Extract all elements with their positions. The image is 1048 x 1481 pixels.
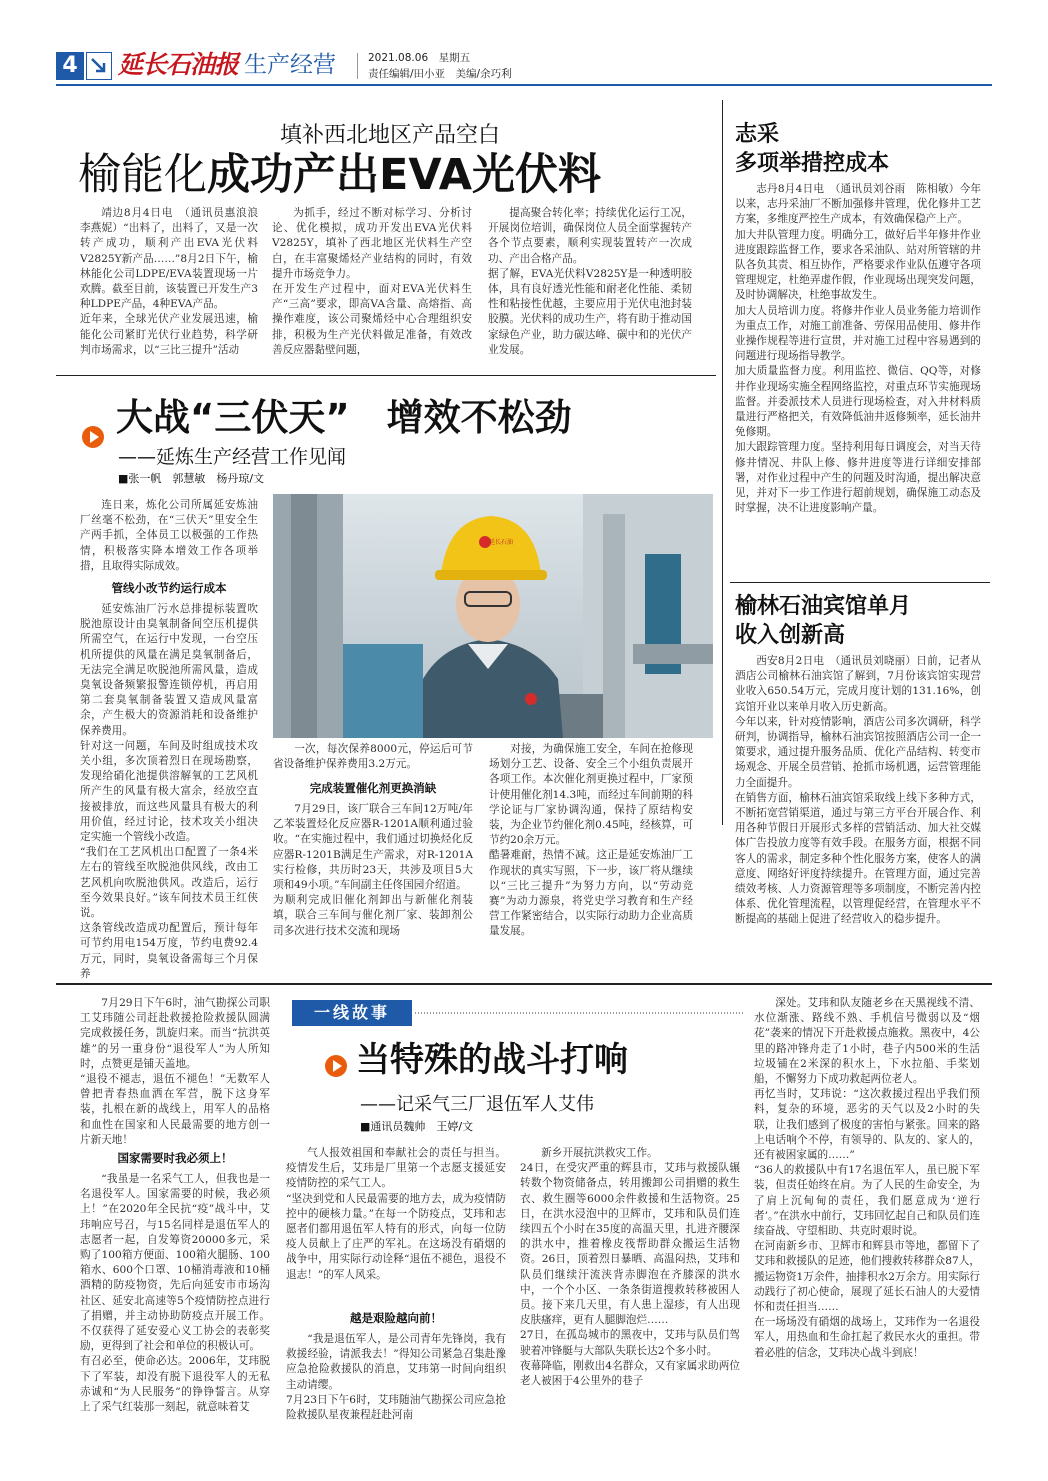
a1-col3: 提高聚合转化率；持续优化运行工况，开展岗位培训，确保岗位人员全面掌握转产各个节点要素，顺利实现装置转产一次成功、产出合格产品。 据了解，EVA光伏料V2825Y是一种透明胶体，具有良好透光性能和耐老化性能、柔韧性和粘接性优越，主要应用于光伏电池封装胶膜。光伏料的成功生产，将有助于推动国家绿色产业，助力碳达峰、碳中和的光伏产业发展。	[488, 207, 692, 356]
a2-byline: ■张一帆 郭慧敏 杨丹琼/文	[118, 472, 265, 485]
a5-headline: 当特殊的战斗打响	[356, 1040, 628, 1080]
a5-col1: 7月29日下午6时，油气勘探公司职工艾玮随公司赶赴救援抢险救援队圆满完成救援任务，凯旋归来。而当“抗洪英雄”的另一重身份“退役军人”为人所知时，点赞更是铺天盖地。 “退役不褪志，退伍不褪色！”无数军人曾把青春热血洒在军营，脱下这身军装，扎根在新的战线上，用军人的品格和血性在国家和人民最需要的地方创一片新天地！	[80, 997, 270, 1146]
a2-col3: 对接，为确保施工安全，车间在抢修现场划分工艺、设备、安全三个小组负责展开各项工作。本次催化剂更换过程中，厂家预计使用催化剂14.3吨，而经过车间前期的科学论证与厂家协调沟通，保持了原结构安装，为企业节约催化剂0.45吨，经核算，可节约20余万元。 酷暑难耐，热情不减。这正是延安炼油厂工作现状的真实写照，下一步，该厂将从继续以“三比三提升”为努力方向，以“劳动竞赛”为动力源泉，将党史学习教育和生产经营工作紧密结合，以实际行动助力企业高质量发展。	[489, 743, 693, 938]
a2-col1: 延安炼油厂污水总排提标装置吹脱池原设计由臭氧制备间空压机提供所需空气，在运行中发现，一台空压机所提供的风量在满足臭氧制备后，无法完全满足吹脱池所需风量，造成臭氧设备频繁报警连锁停机，再启用第二套臭氧制备装置又造成风量富余，产生极大的资源消耗和设备维护保养费用。 针对这一问题，车间及时组成技术攻关小组，多次顶着烈日在现场勘察，发现给硝化池提供溶解氧的工艺风机所产生的风量有极大富余，经放空直接被排放，而这些风量具有极大的利用价值，经过讨论，技术攻关小组决定实施一个管线小改造。 “我们在工艺风机出口配置了一条4米左右的管线至吹脱池供风线，改由工艺风机向吹脱池供风。改造后，运行至今效果良好。”该车间技术员王红侠说。 这条管线改造成功配置后，预计每年可节约用电154万度，节约电费92.4万元，同时，臭氧设备需每三个月保养	[80, 603, 258, 980]
arrow-icon	[86, 52, 112, 80]
masthead-logo: 延长石油报	[118, 50, 239, 79]
a2-col2: 7月29日，该厂联合三车间12万吨/年乙苯装置烃化反应器R-1201A顺利通过验收。“在实施过程中，我们通过切换烃化反应器R-1201B满足生产需求，对R-1201A实行检修，共历时23天，共涉及项目5大项和49小项。”车间副主任佟国园介绍道。 为顺利完成旧催化剂卸出与新催化剂装填，联合三车间与催化剂厂家、装卸剂公司多次进行技术交流和现场	[273, 803, 473, 937]
a5-col3: 新乡开展抗洪救灾工作。 24日，在受灾严重的辉县市，艾玮与救援队辗转数个物资储备点，转用搬卸公司捐赠的救生衣、救生圈等6000余件救援和生活物资。25日，在洪水浸泡中的卫辉市，艾玮和队员们连续四五个小时在35度的高温天里，扎进齐腰深的洪水中，推着橡皮筏帮助群众搬运生活物资。26日，顶着烈日暴晒、高温闷热，艾玮和队员们继续汗流浃背赤脚泡在齐膝深的洪水中，一个个小区、一条条街道搜救转移被困人员。接下来几天里，有人患上湿疹，有人出现皮肤瘙痒，更有人腿脚泡烂…… 27日，在孤岛城市的黑夜中，艾玮与队员们驾驶着冲锋艇与大部队失联长达2个多小时。 夜幕降临，刚救出4名群众，又有家属求助两位老人被困于4公里外的巷子	[520, 1147, 740, 1388]
a2-intro: 连日来，炼化公司所属延安炼油厂丝毫不松劲，在“三伏天”里安全生产两手抓，全体员工以极强的工作热情，积极落实降本增效工作各项举措，且取得实际成效。	[80, 499, 258, 572]
a5-subhead-1: 国家需要时我必须上！	[117, 1151, 233, 1165]
a1-col1: 靖边8月4日电 （通讯员惠浪浪 李燕妮）“出料了，出料了，又是一次转产成功，顺利产出EVA光伏料V2825Y新产品……”8月2日下午，榆林能化公司LDPE/EVA装置现场一片欢腾。截至目前，该装置已开发生产3种LDPE产品，4种EVA产品。 近年来，全球光伏产业发展迅速，榆能化公司紧盯光伏行业趋势，科学研判市场需求，以“三比三提升”活动	[80, 207, 258, 356]
worker-photo	[273, 494, 713, 738]
section-title: 生产经营	[244, 52, 336, 78]
play-icon	[82, 426, 104, 448]
a1-kicker: 填补西北地区产品空白	[279, 123, 500, 148]
a4-body: 西安8月2日电 （通讯员刘晓丽）日前，记者从酒店公司榆林石油宾馆了解到，7月份该宾馆实现营业收入650.54万元，完成月度计划的131.16%，创宾馆开业以来单月收入历史新高。 今年以来，针对疫情影响，酒店公司多次调研，科学研判，协调指导，榆林石油宾馆按照酒店公司一企一策要求，通过提升服务品质、优化产品结构、转变市场观念、开展全员营销、抢抓市场机遇，运营管理能力全面提升。 在销售方面，榆林石油宾馆采取线上线下多种方式，不断拓宽营销渠道，通过与第三方平台开展合作、利用各种节假日开展形式多样的营销活动、加大社交媒体广告投放力度等有效手段。在服务方面，根据不同客人的需求，制定多种个性化服务方案，使客人的满意度、网络好评度持续提升。在管理方面，通过完善绩效考核、人力资源管理等多项制度，不断完善内控体系、优化管理流程，以管理促经营，在管理水平不断提高的基础上促进了经营收入的稳步提升。	[735, 655, 981, 926]
a2-subhead-1: 管线小改节约运行成本	[111, 581, 227, 595]
a2-headline: 大战“三伏天” 增效不松劲	[116, 396, 572, 439]
a5-byline: ■通讯员魏帅 王婷/文	[360, 1120, 474, 1133]
a5-subhead-2: 越是艰险越向前！	[350, 1311, 442, 1325]
page-number: 4	[56, 52, 84, 80]
a3-body: 志丹8月4日电 （通讯员刘谷雨 陈相敏）今年以来，志丹采油厂不断加强修井管理，优化修井工艺方案，多维度严控生产成本，有效确保稳产上产。 加大井队管理力度。明确分工，做好后半年修井作业进度跟踪监督工作，要求各采油队、站对所管辖的井队各负其责、相互协作，严格要求作业队伍遵守各项管理规定，杜绝弄虚作假，作业现场出现突发问题，及时协调解决，杜绝事故发生。 加大人员培训力度。将修井作业人员业务能力培训作为重点工作，对施工前准备、劳保用品使用、修井作业操作规程等进行宣贯，并对施工过程中容易遇到的问题进行现场指导教学。 加大质量监督力度。利用监控、微信、QQ等，对修井作业现场实施全程网络监控，对重点环节实施现场监督。并委派技术人员进行现场检查，对入井材料质量进行严格把关，有效降低油井返修频率，延长油井免修期。 加大跟踪管理力度。坚持利用每日调度会，对当天待修井情况、井队上修、修井进度等进行详细安排部署，对作业过程中产生的问题及时沟通，提出解决意见，并对下一步工作进行超前规划，确保施工动态及时掌握，决不让进度影响产量。	[735, 183, 981, 515]
a4-headline: 榆林石油宾馆单月 收入创新高	[735, 594, 912, 648]
a3-headline: 志采 多项举措控成本	[735, 122, 890, 176]
a5-tag: 一线故事	[292, 1000, 412, 1026]
a5-col4: 深处。艾玮和队友随老乡在天黑视线不清、水位渐涨、路线不熟、手机信号微弱以及“烟花”袭来的情况下开赴救援点施救。黑夜中，4公里的路冲锋舟走了1小时，巷子内500米的生活垃圾铺在2米深的积水上，下水拉船、手桨划船，不懈努力下成功救起两位老人。 再忆当时，艾玮说：“这次救援过程出乎我们预料，复杂的环境，恶劣的天气以及2小时的失联，让我们感到了极度的害怕与紧张。回来的路上电话响个不停，有领导的、队友的、家人的，还有被困家属的……” “36人的救援队中有17名退伍军人，虽已脱下军装，但责任始终在肩。为了人民的生命安全，为了肩上沉甸甸的责任，我们愿意成为‘逆行者’。”在洪水中前行，艾玮回忆起自己和队员们连续奋战、守望相助、共克时艰时说。 在河南新乡市、卫辉市和辉县市等地，都留下了艾玮和救援队的足迹，他们搜救转移群众87人，搬运物资1万余件，抽排积水2万余方。用实际行动践行了初心使命，展现了延长石油人的大爱情怀和责任担当…… 在一场场没有硝烟的战场上，艾玮作为一名退役军人，用热血和生命扛起了救民水火的重担。带着必胜的信念，艾玮决心战斗到底！	[754, 997, 980, 1359]
a2-subtitle: ——延炼生产经营工作见闻	[118, 446, 347, 468]
editors: 责任编辑/田小亚 美编/余巧利	[368, 68, 512, 80]
issue-date: 2021.08.06 星期五	[368, 52, 471, 64]
a1-headline: 榆能化成功产出EVA光伏料	[78, 150, 602, 200]
a2-subhead-2: 完成装置催化剂更换消缺	[309, 781, 437, 795]
helmet-logo-text: 延长石油	[489, 539, 514, 546]
a5-col2: 气人报效祖国和奉献社会的责任与担当。疫情发生后，艾玮是厂里第一个志愿支援延安疫情防控的采气工人。 “坚决到党和人民最需要的地方去，成为疫情防控中的硬核力量。”在每一个防疫点，艾玮和志愿者们都用退伍军人特有的形式，向每一位防疫人员献上了庄严的军礼。在这场没有硝烟的战争中，用实际行动诠释“退伍不褪色，退役不退志！”的军人风采。	[286, 1147, 506, 1281]
a1-col2: 为抓手，经过不断对标学习、分析讨论、优化模拟，成功开发出EVA光伏料V2825Y，填补了西北地区光伏料生产空白，在丰富聚烯烃产业结构的同时，有效提升市场竞争力。 在开发生产过程中，面对EVA光伏料生产“三高”要求，即高VA含量、高熔指、高操作难度，该公司聚烯烃中心合理组织安排，积极为生产光伏料做足准备，有效改善反应器黏壁问题，	[272, 207, 472, 356]
a5-subtitle: ——记采气三厂退伍军人艾伟	[360, 1094, 594, 1115]
a2-col2-top: 一次，每次保养8000元，停运后可节省设备维护保养费用3.2万元。	[273, 743, 473, 771]
a5-col1-body: “我虽是一名采气工人，但我也是一名退役军人。国家需要的时候，我必须上！”在2020年全民抗“疫”战斗中，艾玮响应号召，与15名同样是退伍军人的志愿者一起，自发筹资20000多元，采购了100箱方便面、100箱火腿肠、100箱水、600个口罩、10桶消毒液和10桶酒精的防疫物资，先后向延安市市场沟社区、延安北高速等5个疫情防控点进行了捐赠，并主动协助防疫点开展工作。不仅获得了延安爱心义工协会的表彰奖励，更得到了社会和单位的积极认可。 有召必至，使命必达。2006年，艾玮脱下了军装，却没有脱下退役军人的无私赤诚和“为人民服务”的铮铮誓言。从穿上了采气红装那一刻起，就意味着艾	[80, 1173, 270, 1414]
header-rule	[56, 84, 992, 86]
a5-col2-body: “我是退伍军人，是公司青年先锋岗，我有救援经验，请派我去！”得知公司紧急召集赴豫应急抢险救援队的消息，艾玮第一时间向组织主动请缨。 7月23日下午6时，艾玮随油气勘探公司应急抢险救援队星夜兼程赶赴河南	[286, 1333, 506, 1422]
play-icon-2	[325, 1055, 347, 1077]
